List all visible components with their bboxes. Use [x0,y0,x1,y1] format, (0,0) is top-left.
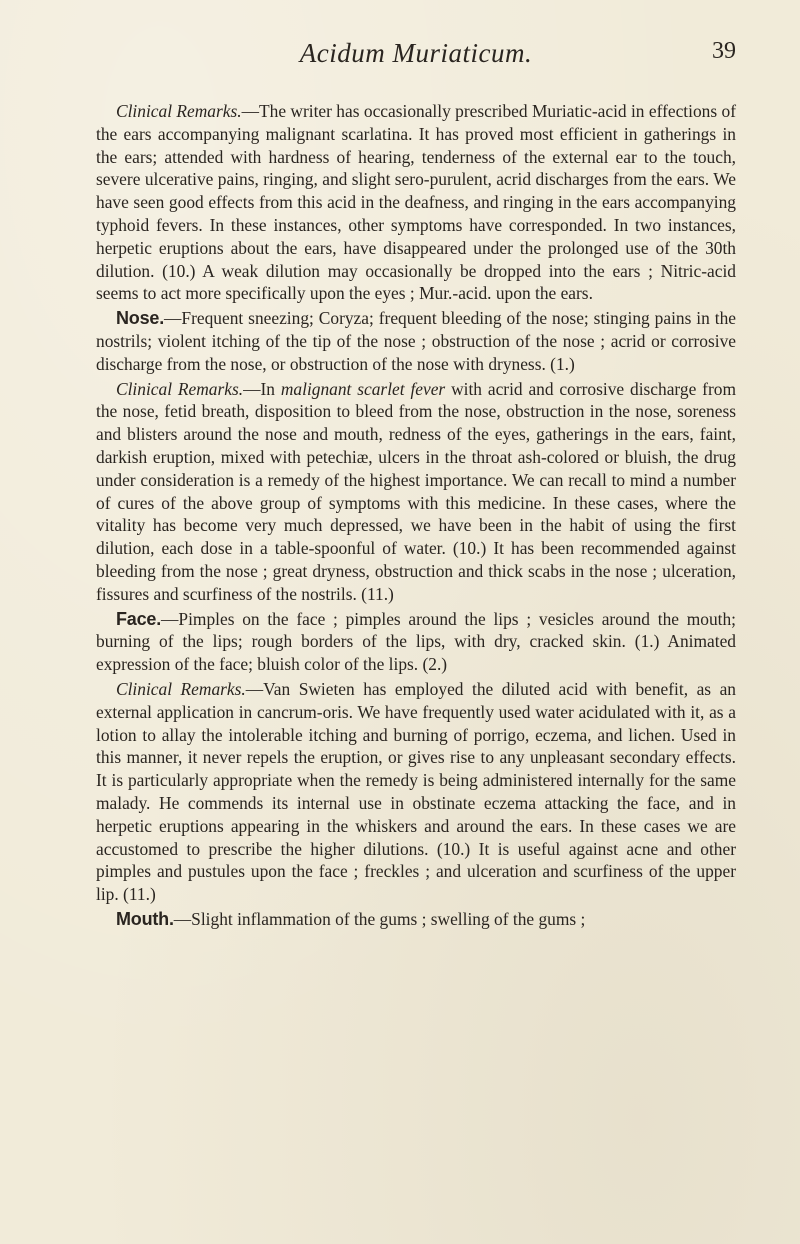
paragraph-text-prefix: —In [243,378,281,399]
paragraph-mouth [96,908,736,931]
section-heading-mouth: Mouth. [116,908,174,929]
page-number: 39 [712,38,736,64]
paragraph-text: —Slight inflammation of the gums ; swelling of the gums ; [173,908,586,929]
italic-phrase: malignant scarlet fever [280,378,446,399]
clinical-remarks-heading: Clinical Remarks. [116,378,244,399]
paragraph-face [96,608,736,676]
paragraph-text: with acrid and corrosive discharge from the nose, fetid breath, disposition to bleed from the nose, obstruction in the nose, soreness and blisters around the nose and mouth, redness of the eyes, gatherings in the ears, faint, darkish eruption, mixed with petechiæ, ulcers in the throat ash-colored or bluish, the drug under consideration is a remedy of the highest importance. We can recall to mind a number of cures of the above group of symptoms with this medicine. In these cases, where the vitality has become very much depressed, we have been in the habit of using the first dilution, each dose in a table-spoonful of water. (10.) It has been recommended against bleeding from the nose ; great dryness, obstruction and thick scabs in the nose ; ulceration, fissures and scurfiness of the nostrils. (11.) [96,378,736,604]
paragraph-face-clinical-remarks [96,678,736,906]
paragraph-text: —Frequent sneezing; Coryza; frequent bleeding of the nose; stinging pains in the nostrils; violent itching of the tip of the nose ; obstruction of the nose ; acrid or corrosive discharge from the nose, or obstruction of the nose with dryness. (1.) [96,308,736,374]
paragraph-text: —Van Swieten has employed the diluted acid with benefit, as an external application in cancrum-oris. We have frequently used water acidulated with it, as a lotion to allay the intolerable itching and burning of porrigo, eczema, and lichen. Used in this manner, it never repels the eruption, or gives rise to any unpleasant secondary effects. It is particularly appropriate when the remedy is being administered internally for the same malady. He commends its internal use in obstinate eczema attacking the face, and in herpetic eruptions appearing in the whiskers and around the ears. In these cases we are accustomed to prescribe the higher dilutions. (10.) It is useful against acne and other pimples and pustules upon the face ; freckles ; and ulceration and scurfiness of the upper lip. (11.) [96,678,736,905]
clinical-remarks-heading: Clinical Remarks. [116,678,246,699]
book-page [96,38,736,931]
section-heading-face: Face. [116,608,162,629]
paragraph-nose-clinical-remarks [96,378,736,606]
running-head [96,38,736,82]
clinical-remarks-heading: Clinical Remarks. [116,101,242,121]
page-title: Acidum Muriaticum. [299,38,533,68]
paragraph-text: —The writer has occasionally prescribed Muriatic-acid in effections of the ears accompanying malignant scarlatina. It has proved most efficient in gatherings in the ears; attended with hardness of hearing, tenderness of the external ear to the touch, severe ulcerative pains, ringing, and slight sero-purulent, acrid discharges from the ears. We have seen good effects from this acid in the deafness, and ringing in the ears accompanying typhoid fevers. In these instances, other symptoms have corresponded. In two instances, herpetic eruptions about the ears, have disappeared under the prolonged use of the 30th dilution. (10.) A weak dilution may occasionally be dropped into the ears ; Nitric-acid seems to act more specifically upon the eyes ; Mur.-acid. upon the ears. [96,101,736,304]
paragraph-text: —Pimples on the face ; pimples around the lips ; vesicles around the mouth; burning of the lips; rough borders of the lips, with dry, cracked skin. (1.) Animated expression of the face; bluish color of the lips. (2.) [96,608,736,675]
paragraph-nose [96,307,736,375]
paragraph-ears-clinical-remarks [96,100,736,305]
section-heading-nose: Nose. [116,308,165,329]
